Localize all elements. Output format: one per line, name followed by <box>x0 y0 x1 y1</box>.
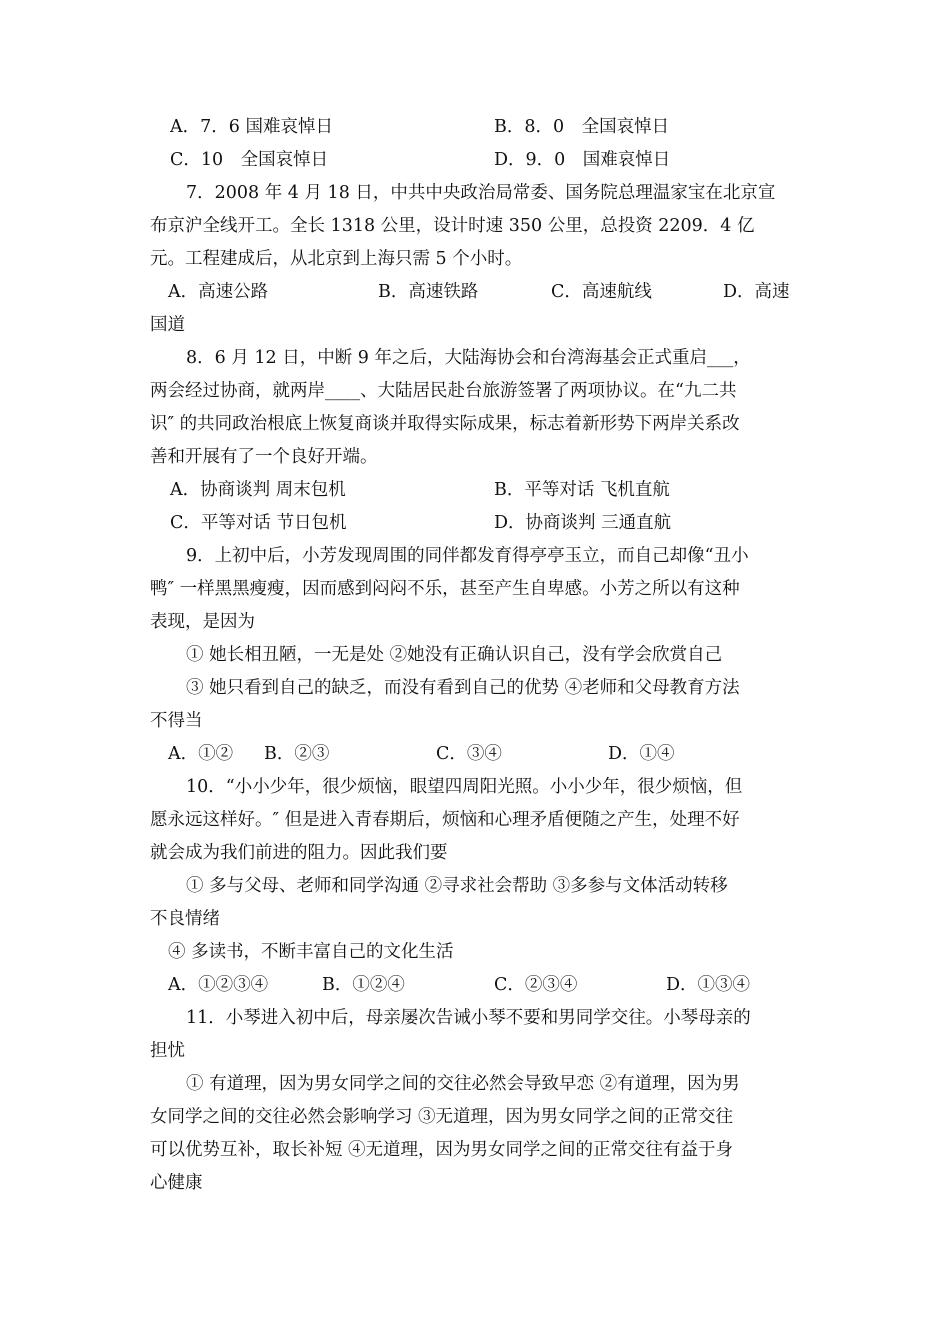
q11-statement-line-3: 可以优势互补，取长补短 ④无道理，因为男女同学之间的正常交往有益于身 <box>150 1140 734 1160</box>
q8-option-a: A．协商谈判 周末包机 <box>170 480 346 500</box>
q7-stem-line-3: 元。工程建成后，从北京到上海只需 5 个小时。 <box>150 249 523 269</box>
q10-option-d: D．①③④ <box>666 975 751 995</box>
q7-option-b: B．高速铁路 <box>378 282 479 302</box>
q9-stem-line-1: 9．上初中后，小芳发现周围的同伴都发育得亭亭玉立，而自己却像“丑小 <box>186 546 749 566</box>
q6-option-c: C．10 全国哀悼日 <box>170 150 329 170</box>
q7-option-d-continued: 国道 <box>150 315 185 335</box>
q11-statement-line-2: 女同学之间的交往必然会影响学习 ③无道理，因为男女同学之间的正常交往 <box>150 1107 734 1127</box>
q6-option-a: A．7．6 国难哀悼日 <box>170 117 333 137</box>
q8-stem-line-2: 两会经过协商，就两岸____、大陆居民赴台旅游签署了两项协议。在“九二共 <box>150 381 737 401</box>
q10-stem-line-2: 愿永远这样好。″ 但是进入青春期后，烦恼和心理矛盾便随之产生，处理不好 <box>150 810 740 830</box>
q11-statement-line-1: ① 有道理，因为男女同学之间的交往必然会导致早恋 ②有道理，因为男 <box>186 1074 740 1094</box>
q7-option-d: D．高速 <box>723 282 790 302</box>
q10-stem-line-1: 10．“小小少年，很少烦恼，眼望四周阳光照。小小少年，很少烦恼，但 <box>186 777 743 797</box>
q10-stem-line-3: 就会成为我们前进的阻力。因此我们要 <box>150 843 448 863</box>
q9-statement-line-1: ① 她长相丑陋，一无是处 ②她没有正确认识自己，没有学会欣赏自己 <box>186 645 723 665</box>
q10-statement-line-2: ④ 多读书，不断丰富自己的文化生活 <box>168 942 454 962</box>
q7-option-c: C．高速航线 <box>551 282 652 302</box>
q8-option-b: B．平等对话 飞机直航 <box>494 480 670 500</box>
q8-option-c: C．平等对话 节日包机 <box>170 513 347 533</box>
q9-option-c: C．③④ <box>436 744 502 764</box>
q9-stem-line-3: 表现，是因为 <box>150 612 255 632</box>
q11-stem-line-2: 担忧 <box>150 1041 185 1061</box>
q9-option-a: A．①② <box>168 744 234 764</box>
q9-statement-line-2: ③ 她只看到自己的缺乏，而没有看到自己的优势 ④老师和父母教育方法 <box>186 678 740 698</box>
q11-statement-line-4: 心健康 <box>150 1173 203 1193</box>
q10-option-c: C．②③④ <box>494 975 578 995</box>
q11-stem-line-1: 11．小琴进入初中后，母亲屡次告诫小琴不要和男同学交往。小琴母亲的 <box>186 1008 751 1028</box>
q8-option-d: D．协商谈判 三通直航 <box>494 513 672 533</box>
q10-statement-line-1: ① 多与父母、老师和同学沟通 ②寻求社会帮助 ③多参与文体活动转移 <box>186 876 728 896</box>
q8-stem-line-4: 善和开展有了一个良好开端。 <box>150 447 378 467</box>
q6-option-d: D．9．0 国难哀悼日 <box>494 150 671 170</box>
q9-option-b: B．②③ <box>264 744 330 764</box>
q8-stem-line-1: 8．6 月 12 日，中断 9 年之后，大陆海协会和台湾海基会正式重启___， <box>186 348 751 368</box>
q10-option-a: A．①②③④ <box>168 975 269 995</box>
q9-statement-line-2-continued: 不得当 <box>150 711 203 731</box>
q8-stem-line-3: 识″ 的共同政治根底上恢复商谈并取得实际成果，标志着新形势下两岸关系改 <box>150 414 740 434</box>
q9-option-d: D．①④ <box>608 744 675 764</box>
q6-option-b: B．8．0 全国哀悼日 <box>494 117 670 137</box>
q7-stem-line-2: 布京沪全线开工。全长 1318 公里，设计时速 350 公里，总投资 2209．4 亿 <box>150 216 755 236</box>
q9-stem-line-2: 鸭″ 一样黑黑瘦瘦，因而感到闷闷不乐，甚至产生自卑感。小芳之所以有这种 <box>150 579 740 599</box>
q10-statement-line-1-continued: 不良情绪 <box>150 909 220 929</box>
q10-option-b: B．①②④ <box>322 975 405 995</box>
q7-option-a: A．高速公路 <box>168 282 269 302</box>
q7-stem-line-1: 7．2008 年 4 月 18 日，中共中央政治局常委、国务院总理温家宝在北京宣 <box>186 183 776 203</box>
